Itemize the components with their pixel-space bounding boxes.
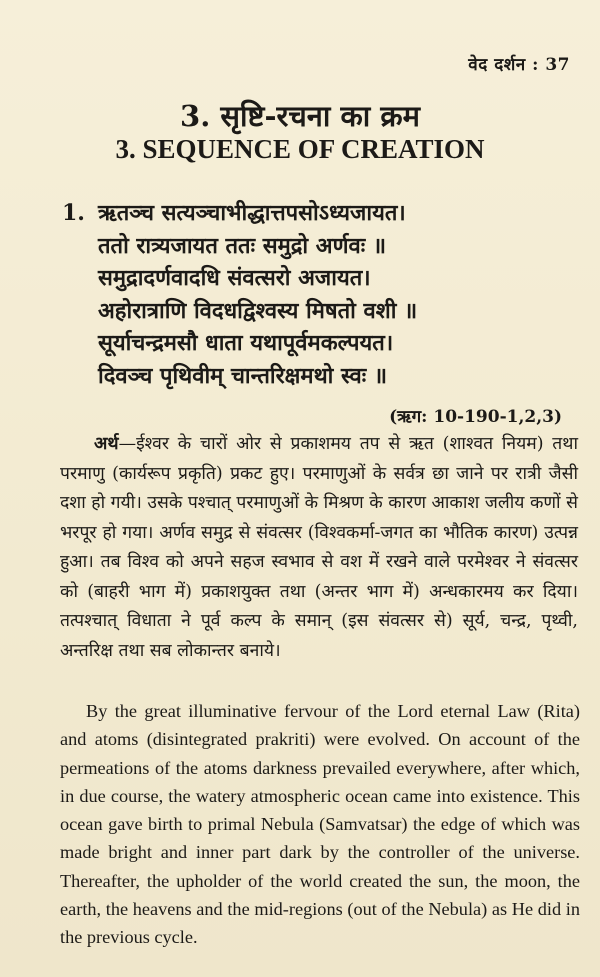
sanskrit-verse bbox=[62, 197, 582, 392]
verse-number: 1. bbox=[62, 200, 85, 226]
verse-line: ततो रात्र्यजायत ततः समुद्रो अर्णवः ॥ bbox=[98, 232, 386, 259]
running-header: वेद दर्शन : 37 bbox=[468, 55, 570, 75]
verse-line: दिवञ्च पृथिवीम् चान्तरिक्षमथो स्वः ॥ bbox=[98, 362, 388, 389]
verse-line: अहोरात्राणि विदधद्विश्वस्य मिषतो वशी ॥ bbox=[98, 297, 418, 324]
chapter-title-english: 3. SEQUENCE OF CREATION bbox=[115, 134, 485, 164]
meaning-label: अर्थ bbox=[94, 434, 119, 454]
verse-line: समुद्रादर्णवादधि संवत्सरो अजायत। bbox=[98, 265, 371, 291]
hindi-meaning-paragraph bbox=[60, 430, 578, 666]
chapter-title-hindi: 3. सृष्टि-रचना का क्रम bbox=[180, 99, 420, 133]
verse-line: ऋतञ्च सत्यञ्चाभीद्धात्तपसोऽध्यजायत। bbox=[98, 200, 406, 226]
verse-reference: (ऋग: 10-190-1,2,3) bbox=[389, 407, 562, 427]
english-meaning-paragraph: By the great illuminative fervour of the Lord eternal Law (Rita) and atoms (disintegrated prakriti) were evolved. On account of the permeations of the atoms darkness prevailed everywhere, after which, in due course, the watery atmospheric ocean came into existence. This ocean gave birth to primal Nebula (Samvatsar) the edge of which was made bright and inner part dark by the controller of the universe. Thereafter, the upholder of the world created the sun, the moon, the earth, the heavens and the mid-regions (out of the Nebula) as He did in the previous cycle. bbox=[60, 701, 580, 948]
hindi-meaning-text: —ईश्वर के चारों ओर से प्रकाशमय तप से ऋत (शाश्वत नियम) तथा परमाणु (कार्यरूप प्रकृति) प्रकट हुए। परमाणुओं के सर्वत्र छा जाने पर रात्री जैसी दशा हो गयी। उसके पश्चात् परमाणुओं के मिश्रण के कारण आकाश जलीय कणों से भरपूर हो गया। अर्णव समुद्र से संवत्सर (विश्वकर्मा-जगत का भौतिक कारण) उत्पन्न हुआ। तब विश्व को अपने सहज स्वभाव से वश में रखने वाले परमेश्वर ने संवत्सर को (बाहरी भाग में) प्रकाशयुक्त तथा (अन्तर भाग में) अन्धकारमय कर दिया। तत्पश्चात् विधाता ने पूर्व कल्प के समान् (इस संवत्सर से) सूर्य, चन्द्र, पृथ्वी, अन्तरिक्ष तथा सब लोकान्तर बनाये। bbox=[60, 434, 578, 661]
verse-line: सूर्याचन्द्रमसौ धाता यथापूर्वमकल्पयत। bbox=[98, 330, 394, 356]
